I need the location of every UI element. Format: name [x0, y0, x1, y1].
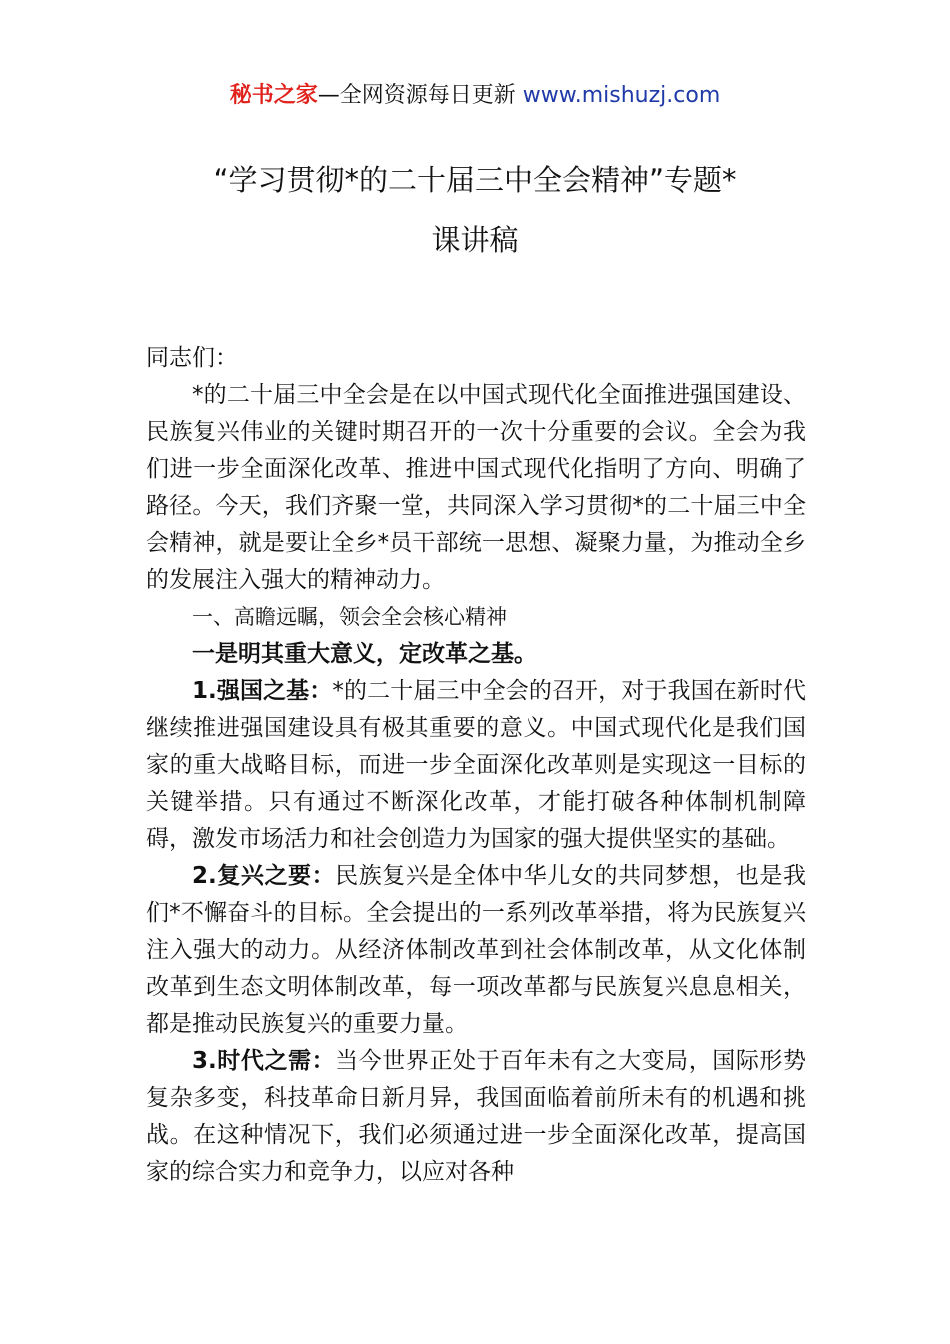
point-text: 民族复兴是全体中华儿女的共同梦想，也是我们*不懈奋斗的目标。全会提出的一系列改革举措，将为民族复兴注入强大的动力。从经济体制改革到社会体制改革，从文化体制改革到生态文明体制改革，每一项改革都与民族复兴息息相关，都是推动民族复兴的重要力量。: [146, 863, 807, 1037]
point-paragraph: [146, 858, 806, 1043]
section-heading: 一、高瞻远瞩，领会全会核心精神: [192, 605, 507, 629]
document-title: [90, 150, 860, 270]
document-body: [146, 340, 806, 1191]
point-label: 2.复兴之要：: [192, 863, 336, 889]
site-url[interactable]: www.mishuzj.com: [522, 83, 721, 108]
subsection-heading: 一是明其重大意义，定改革之基。: [192, 641, 537, 667]
point-text: *的二十届三中全会的召开，对于我国在新时代继续推进强国建设具有极其重要的意义。中国式现代化是我们国家的重大战略目标，而进一步全面深化改革则是实现这一目标的关键举措。只有通过不断深化改革，才能打破各种体制机制障碍，激发市场活力和社会创造力为国家的强大提供坚实的基础。: [146, 678, 807, 852]
point-label: 1.强国之基：: [192, 678, 333, 704]
title-line-2: 课讲稿: [431, 223, 519, 257]
point-paragraph: [146, 1043, 806, 1191]
intro-paragraph: *的二十届三中全会是在以中国式现代化全面推进强国建设、民族复兴伟业的关键时期召开的一次十分重要的会议。全会为我们进一步全面深化改革、推进中国式现代化指明了方向、明确了路径。今天，我们齐聚一堂，共同深入学习贯彻*的二十届三中全会精神，就是要让全乡*员干部统一思想、凝聚力量，为推动全乡的发展注入强大的精神动力。: [146, 382, 806, 593]
point-text: 当今世界正处于百年未有之大变局，国际形势复杂多变，科技革命日新月异，我国面临着前所未有的机遇和挑战。在这种情况下，我们必须通过进一步全面深化改革，提高国家的综合实力和竞争力，以应对各种: [146, 1048, 807, 1185]
brand-name: 秘书之家: [229, 83, 318, 108]
title-line-1: “学习贯彻*的二十届三中全会精神”专题*: [213, 163, 737, 197]
site-header: [0, 80, 950, 112]
point-label: 3.时代之需：: [192, 1048, 336, 1074]
site-tagline: —全网资源每日更新: [317, 83, 516, 108]
salutation: 同志们：: [146, 345, 238, 371]
point-paragraph: [146, 673, 806, 858]
